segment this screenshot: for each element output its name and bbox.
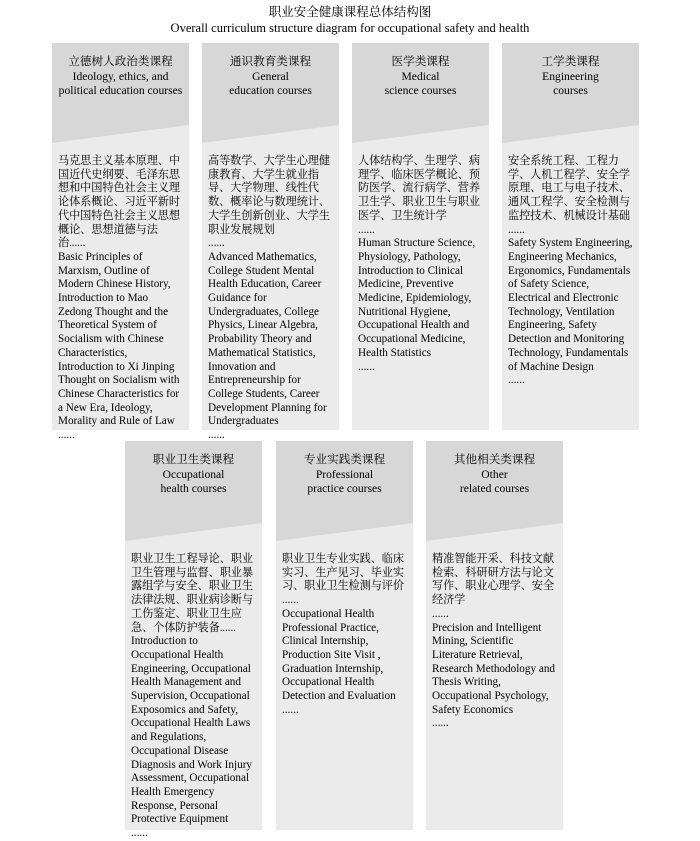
ellipsis: ...... — [58, 429, 75, 442]
ellipsis: ...... — [282, 594, 299, 607]
course-list — [426, 523, 563, 731]
category-card-professional-practice — [276, 441, 413, 830]
category-name-zh: 立德树人政治类课程 — [68, 55, 173, 68]
header-arrow-shape — [426, 523, 563, 541]
course-list-en: Advanced Mathematics, College Student Mental Health Education, Career Guidance for Undergraduates, College Physics, Linear Algebra, Probability Theory and Mathematical Statistics, Innovation and Entrepreneurship for College Students, Career Development Planning for Undergraduates — [208, 250, 327, 428]
category-name-zh: 其他相关类课程 — [453, 453, 536, 466]
ellipsis: ...... — [508, 223, 525, 236]
course-list — [502, 125, 639, 388]
course-list-zh: 精准智能开采、科技文献检索、科研研方法与论文写作、职业心理学、安全经济学 — [432, 553, 554, 607]
category-header — [502, 43, 639, 125]
course-list-en: Safety System Engineering, Engineering Mechanics, Ergonomics, Fundamentals of Safety Science, Electrical and Electronic Technology, Ventilation Engineering, Safety Detection and Monitoring Technology, Fundamentals of Machine Design — [508, 237, 633, 373]
category-header — [352, 43, 489, 125]
category-card-other-related — [426, 441, 563, 830]
category-name-zh: 专业实践类课程 — [303, 453, 386, 466]
category-card-engineering — [502, 43, 639, 430]
course-list — [352, 125, 489, 374]
category-name-zh: 通识教育类课程 — [229, 55, 312, 68]
course-list — [125, 523, 262, 841]
category-name-zh: 职业卫生类课程 — [152, 453, 235, 466]
header-arrow-shape — [202, 125, 339, 143]
course-list-zh: 高等数学、大学生心理健康教育、大学生就业指导、大学物理、线性代数、概率论与数理统计、大学生创新创业、大学生职业发展规划 — [208, 155, 330, 236]
category-name-en: Ideology, ethics, and political education courses — [58, 69, 183, 97]
category-card-medical — [352, 43, 489, 430]
course-list-zh: 人体结构学、生理学、病理学、临床医学概论、预防医学、流行病学、营养卫生学、职业卫生与职业医学、卫生统计学 — [358, 155, 480, 222]
category-name-zh: 工学类课程 — [541, 55, 600, 68]
ellipsis: ...... — [358, 223, 375, 236]
course-list-en: Basic Principles of Marxism, Outline of Modern Chinese History, Introduction to Mao Zedong Thought and the Theoretical System of Socialism with Chinese Characteristics, Introduction to Xi Jinping Thought on Socialism with Chinese Characteristics for a New Era, Ideology, Morality and Rule of Law — [58, 250, 180, 428]
course-list — [276, 523, 413, 717]
category-header — [426, 441, 563, 523]
category-header — [276, 441, 413, 523]
header-arrow-shape — [52, 125, 189, 143]
course-list-en: Precision and Intelligent Mining, Scientific Literature Retrieval, Research Methodology and Thesis Writing, Occupational Psychology, Safety Economics — [432, 621, 556, 716]
ellipsis: ...... — [131, 827, 148, 840]
category-header — [202, 43, 339, 125]
category-name-en: Engineering courses — [542, 69, 599, 97]
header-arrow-shape — [125, 523, 262, 541]
diagram-title-en: Overall curriculum structure diagram for occupational safety and health — [170, 21, 530, 35]
category-name-en: Other related courses — [459, 467, 530, 495]
diagram-title-zh: 职业安全健康课程总体结构图 — [268, 5, 432, 19]
ellipsis: ...... — [432, 717, 449, 730]
category-header — [125, 441, 262, 523]
course-list-en: Human Structure Science, Physiology, Pathology, Introduction to Clinical Medicine, Preventive Medicine, Epidemiology, Nutritional Hygiene, Occupational Health and Occupational Medicine, Health Statistics — [358, 237, 476, 359]
category-card-general-education — [202, 43, 339, 442]
category-header — [52, 43, 189, 125]
ellipsis: ...... — [282, 703, 299, 716]
ellipsis: ...... — [358, 360, 375, 373]
ellipsis: ...... — [208, 429, 225, 442]
ellipsis: ...... — [508, 374, 525, 387]
category-card-ideology — [52, 43, 189, 442]
category-name-en: Professional practice courses — [307, 467, 382, 495]
header-arrow-shape — [276, 523, 413, 541]
ellipsis: ...... — [208, 237, 225, 250]
ellipsis: ...... — [432, 607, 449, 620]
course-list — [202, 125, 339, 443]
course-list-zh: 职业卫生专业实践、临床实习、生产见习、毕业实习、职业卫生检测与评价 — [282, 553, 404, 593]
category-name-en: Occupational health courses — [160, 467, 227, 495]
course-list-zh: 马克思主义基本原理、中国近代史纲要、毛泽东思想和中国特色社会主义理论体系概论、习近平新时代中国特色社会主义思想概论、思想道德与法治...... — [58, 155, 180, 250]
category-name-zh: 医学类课程 — [391, 55, 450, 68]
header-arrow-shape — [502, 125, 639, 143]
course-list — [52, 125, 189, 443]
category-name-en: General education courses — [229, 69, 312, 97]
header-arrow-shape — [352, 125, 489, 143]
category-card-occupational-health — [125, 441, 262, 840]
course-list-zh: 职业卫生工程导论、职业卫生管理与监督、职业暴露组学与安全、职业卫生法律法规、职业病诊断与工伤鉴定、职业卫生应急、个体防护装备...... — [131, 553, 253, 634]
course-list-en: Occupational Health Professional Practice, Clinical Internship, Production Site Visit , Graduation Internship, Occupational Health Detection and Evaluation — [282, 607, 396, 703]
category-name-en: Medical science courses — [384, 69, 457, 97]
course-list-zh: 安全系统工程、工程力学、人机工程学、安全学原理、电工与电子技术、通风工程学、安全检测与监控技术、机械设计基础 — [508, 155, 630, 222]
course-list-en: Introduction to Occupational Health Engineering, Occupational Health Management and Supervision, Occupational Exposomics and Safety, Occupational Health Laws and Regulations, Occupational Disease Diagnosis and Work Injury Assessment, Occupational Health Emergency Response, Personal Protective Equipment — [131, 635, 253, 826]
